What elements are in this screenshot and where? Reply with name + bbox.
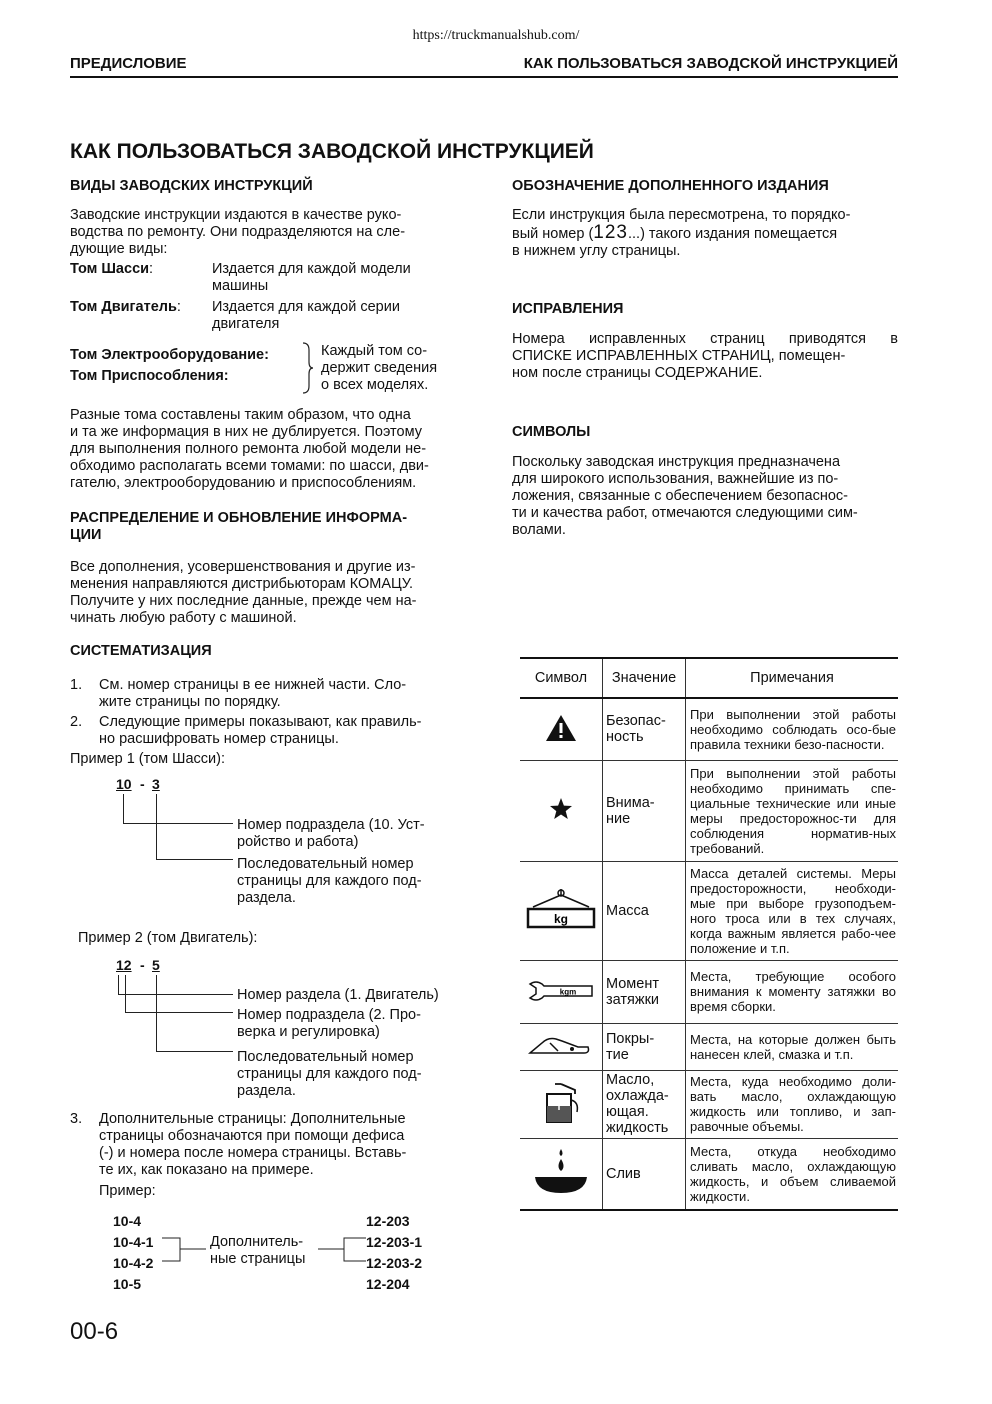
table-row [520, 1023, 898, 1070]
table-row [520, 1138, 898, 1210]
ex2-connector [125, 975, 126, 1013]
ex3-left-list: 10-4 10-4-1 10-4-2 10-5 [113, 1213, 154, 1292]
types-body: Разные тома составлены таким образом, что одна и та же информация в них не дублируется. Поэтому для выполнения полного ремонта любой модели не- обходимо располагать всеми томами: по шасси, дви- гателю, электрооборудованию и приспособлениям. [70, 407, 429, 491]
ex3-left-bracket [162, 1236, 206, 1264]
ex2-connector [156, 975, 157, 1052]
meaning-cell: Внима- ние [603, 760, 686, 861]
ex2-label-page: Последовательный номер страницы для каждого под- раздела. [237, 1049, 422, 1099]
revised-heading: ОБОЗНАЧЕНИЕ ДОПОЛНЕННОГО ИЗДАНИЯ [512, 178, 829, 194]
star-icon [549, 797, 573, 821]
note-cell: Места, куда необходимо доли-вать масло, охлаждающую жидкость или топливо, и зап-равочные объемы. [686, 1070, 899, 1138]
header-rule [70, 76, 898, 78]
ex1-part-a: 10 [116, 776, 132, 792]
ex1-connector [156, 794, 157, 860]
table-header-row [520, 658, 898, 698]
distribution-body: Все дополнения, усовершенствования и другие из- менения направляются дистрибьюторам КОМАЦУ. Получите у них последние данные, прежде чем на- чинать любую работу с машиной. [70, 559, 417, 626]
symbol-cell [520, 760, 603, 861]
note-cell: При выполнении этой работы необходимо соблюдать осо-бые правила техники безо-пасности. [686, 698, 899, 760]
drain-icon [531, 1147, 591, 1197]
table-header-symbol: Символ [520, 658, 603, 698]
types-intro: Заводские инструкции издаются в качестве руко- водства по ремонту. Они подразделяются на сле- дующие виды: [70, 207, 406, 257]
ex1-connector [156, 859, 233, 860]
electrical-term: Том Электрооборудование: [70, 347, 269, 363]
chassis-term: Том Шасси: [70, 261, 154, 277]
ex1-connector [123, 794, 124, 824]
meaning-cell: Покры- тие [603, 1023, 686, 1070]
meaning-cell: Масса [603, 861, 686, 960]
coating-icon [528, 1033, 594, 1057]
example1-label: Пример 1 (том Шасси): [70, 751, 225, 767]
corrections-heading: ИСПРАВЛЕНИЯ [512, 301, 624, 317]
symbols-table [520, 657, 898, 1211]
corrections-body: Номера исправленных страниц приводятся в СПИСКЕ ИСПРАВЛЕННЫХ СТРАНИЦ, помещен- ном после страницы СОДЕРЖАНИЕ. [512, 331, 898, 381]
svg-text:kgm: kgm [559, 987, 577, 997]
page-number: 00-6 [70, 1318, 119, 1345]
brace-desc: Каждый том со- держит сведения о всех моделях. [321, 343, 438, 393]
item2-num: 2. [70, 714, 83, 730]
note-cell: При выполнении этой работы необходимо принимать спе-циальные технические или иные меры предосторожнос-ти для соблюдения норматив-ных требований. [686, 760, 899, 861]
symbol-cell [520, 861, 603, 960]
note-cell: Масса деталей системы. Меры предосторожности, необходи-мые при выборе грузоподъем-ного троса или в тех случаях, когда важным является рабо-чее положение и т.п. [686, 861, 899, 960]
symbol-cell [520, 1070, 603, 1138]
item1-text: См. номер страницы в ее нижней части. Сло- жите страницы по порядку. [99, 677, 407, 710]
symbols-body: Поскольку заводская инструкция предназначена для широкого использования, важнейшие из по- ложения, связанные с обеспечением безопаснос- ти и качества работ, отмечаются следующими сим- волами. [512, 454, 858, 538]
ex1-dash: - [140, 776, 145, 792]
ex1-part-b: 3 [152, 776, 160, 792]
ex2-label-subsection: Номер подраздела (2. Про- верка и регулировка) [237, 1007, 421, 1040]
ex3-right-list: 12-203 12-203-1 12-203-2 12-204 [366, 1213, 423, 1292]
header-topic: КАК ПОЛЬЗОВАТЬСЯ ЗАВОДСКОЙ ИНСТРУКЦИЕЙ [523, 55, 898, 72]
source-url[interactable]: https://truckmanualshub.com/ [412, 28, 580, 43]
ex1-label-page: Последовательный номер страницы для каждого под- раздела. [237, 856, 422, 906]
item2-text: Следующие примеры показывают, как правиль- но расшифровать номер страницы. [99, 714, 422, 747]
note-cell: Места, откуда необходимо сливать масло, охлаждающую жидкость, и объем сливаемой жидкости. [686, 1138, 899, 1210]
ex3-right-bracket [318, 1236, 366, 1264]
symbols-heading: СИМВОЛЫ [512, 424, 591, 440]
item3-text: Дополнительные страницы: Дополнительные страницы обозначаются при помощи дефиса (-) и номера после номера страницы. Вставь- те их, как показано на примере. [99, 1111, 407, 1178]
meaning-cell: Безопас- ность [603, 698, 686, 760]
symbol-cell [520, 1138, 603, 1210]
header-section: ПРЕДИСЛОВИЕ [70, 55, 187, 72]
ex2-connector [125, 1012, 233, 1013]
meaning-cell: Момент затяжки [603, 960, 686, 1023]
symbol-cell [520, 960, 603, 1023]
symbol-cell [520, 698, 603, 760]
ex2-dash: - [140, 957, 145, 973]
ex1-label-subsection: Номер подраздела (10. Уст- ройство и работа) [237, 817, 425, 850]
note-cell: Места, требующие особого внимания к моменту затяжки во время сборки. [686, 960, 899, 1023]
symbol-cell [520, 1023, 603, 1070]
distribution-heading: РАСПРЕДЕЛЕНИЕ И ОБНОВЛЕНИЕ ИНФОРМА- ЦИИ [70, 510, 408, 543]
ex2-part-b: 5 [152, 957, 160, 973]
meaning-cell: Масло, охлажда- ющая. жидкость [603, 1070, 686, 1138]
ex1-connector [123, 823, 233, 824]
meaning-cell: Слив [603, 1138, 686, 1210]
ex2-part-a: 12 [116, 957, 132, 973]
ex2-label-section: Номер раздела (1. Двигатель) [237, 987, 439, 1003]
attachments-term: Том Приспособления: [70, 368, 229, 384]
note-cell: Места, на которые должен быть нанесен клей, смазка и т.п. [686, 1023, 899, 1070]
table-row [520, 760, 898, 861]
item3-num: 3. [70, 1111, 83, 1127]
example-label: Пример: [99, 1183, 156, 1199]
table-row [520, 861, 898, 960]
page-title: КАК ПОЛЬЗОВАТЬСЯ ЗАВОДСКОЙ ИНСТРУКЦИЕЙ [70, 140, 594, 163]
types-heading: ВИДЫ ЗАВОДСКИХ ИНСТРУКЦИЙ [70, 178, 313, 194]
revised-body: Если инструкция была пересмотрена, то порядко- вый номер (123...) такого издания помещается в нижнем углу страницы. [512, 207, 851, 259]
table-row [520, 960, 898, 1023]
oil-can-icon [541, 1080, 581, 1126]
engine-desc: Издается для каждой серии двигателя [212, 299, 400, 332]
torque-wrench-icon [526, 978, 596, 1002]
warning-triangle-icon [544, 713, 578, 743]
weight-kg-icon [525, 887, 597, 931]
table-header-meaning: Значение [603, 658, 686, 698]
svg-text:kg: kg [553, 912, 569, 926]
table-row [520, 698, 898, 760]
ex2-connector [118, 975, 119, 995]
table-row [520, 1070, 898, 1138]
chassis-desc: Издается для каждой модели машины [212, 261, 411, 294]
ex3-mid-label: Дополнитель- ные страницы [210, 1234, 306, 1267]
ex2-connector [118, 994, 233, 995]
systematization-heading: СИСТЕМАТИЗАЦИЯ [70, 643, 212, 659]
table-header-notes: Примечания [686, 658, 899, 698]
brace-shape [300, 342, 314, 394]
item1-num: 1. [70, 677, 83, 693]
example2-label: Пример 2 (том Двигатель): [78, 930, 258, 946]
engine-term: Том Двигатель: [70, 299, 181, 315]
ex2-connector [156, 1051, 233, 1052]
